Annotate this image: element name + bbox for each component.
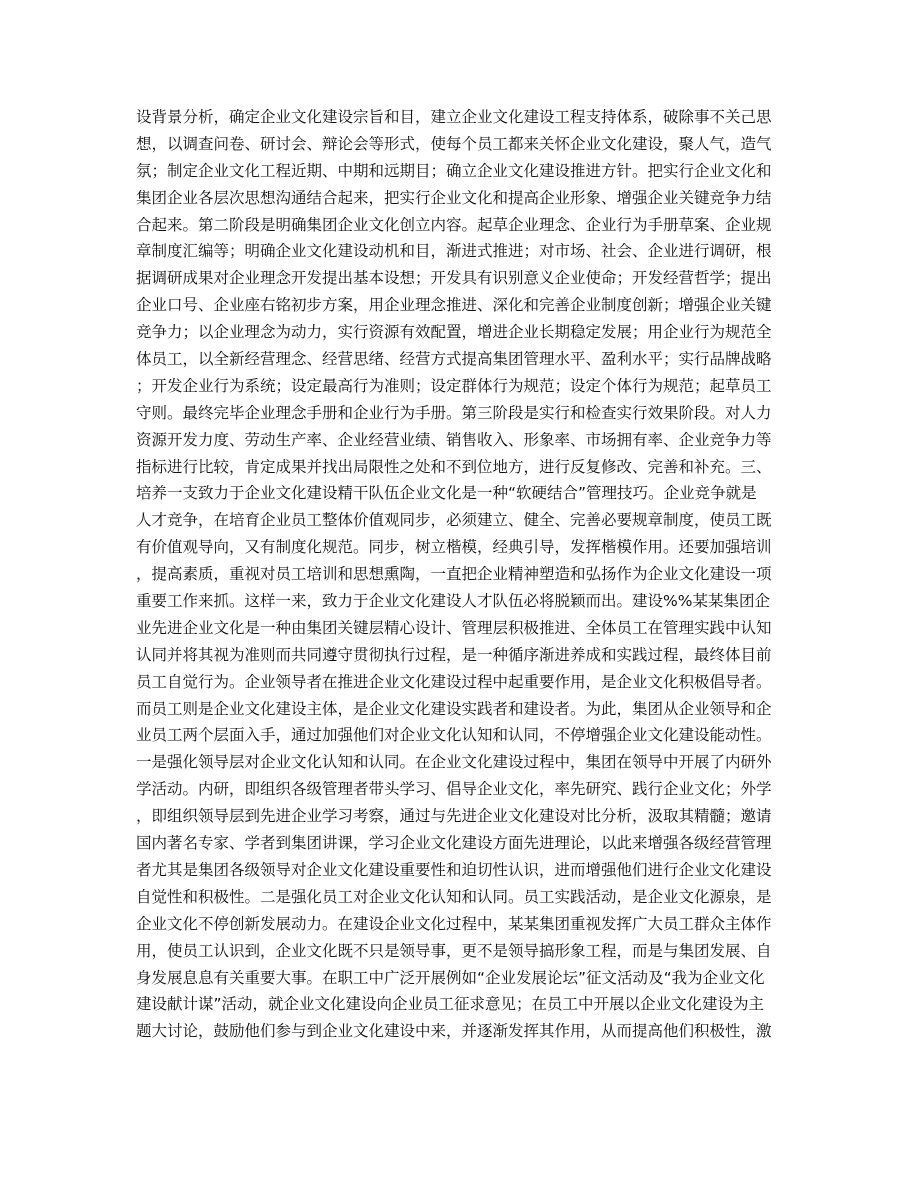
text-line: 有价值观导向，又有制度化规范。同步，树立楷模，经典引导，发挥楷模作用。还要加强培训: [136, 538, 772, 557]
text-line: 指标进行比较，肯定成果并找出局限性之处和不到位地方，进行反复修改、完善和补充。三、: [136, 457, 772, 476]
text-line: 用，使员工认识到，企业文化既不只是领导事，更不是领导搞形象工程，而是与集团发展、自: [136, 941, 772, 960]
text-line: 守则。最终完毕企业理念手册和企业行为手册。第三阶段是实行和检查实行效果阶段。对人力: [136, 403, 772, 422]
text-line: ，即组织领导层到先进企业学习考察，通过与先进企业文化建设对比分析，汲取其精髓；邀请: [136, 807, 772, 826]
text-line: 章制度汇编等；明确企业文化建设动机和目，渐进式推进；对市场、社会、企业进行调研，根: [136, 242, 772, 261]
text-line: 员工自觉行为。企业领导者在推进企业文化建设过程中起重要作用，是企业文化积极倡导者。: [136, 672, 772, 691]
text-line: 培养一支致力于企业文化建设精干队伍企业文化是一种“软硬结合”管理技巧。企业竞争就是: [136, 484, 757, 503]
text-line: 身发展息息有关重要大事。在职工中广泛开展例如“企业发展论坛”征文活动及“我为企业文化: [136, 968, 765, 987]
text-line: 人才竞争，在培育企业员工整体价值观同步，必须建立、健全、完善必要规章制度，使员工既: [136, 511, 772, 530]
text-line: 集团企业各层次思想沟通结合起来，把实行企业文化和提高企业形象、增强企业关键竞争力结: [136, 188, 772, 207]
text-line: 重要工作来抓。这样一来，致力于企业文化建设人才队伍必将脱颖而出。建设%%某某集团企: [136, 592, 770, 611]
text-line: 企业口号、企业座右铭初步方案，用企业理念推进、深化和完善企业制度创新；增强企业关键: [136, 296, 772, 315]
text-line: 自觉性和积极性。二是强化员工对企业文化认知和认同。员工实践活动，是企业文化源泉，是: [136, 887, 772, 906]
text-line: 建设献计谋”活动，就企业文化建设向企业员工征求意见；在员工中开展以企业文化建设为主: [136, 995, 765, 1014]
text-line: 体员工，以全新经营理念、经营思绪、经营方式提高集团管理水平、盈利水平；实行品牌战略: [136, 350, 772, 369]
text-line: 一是强化领导层对企业文化认知和认同。在企业文化建设过程中，集团在领导中开展了内研外: [136, 753, 772, 772]
text-line: 题大讨论，鼓励他们参与到企业文化建设中来，并逐渐发挥其作用，从而提高他们积极性，激: [136, 1022, 772, 1041]
text-line: 企业文化不停创新发展动力。在建设企业文化过程中，某某集团重视发挥广大员工群众主体作: [136, 914, 772, 933]
text-line: 而员工则是企业文化建设主体，是企业文化建设实践者和建设者。为此，集团从企业领导和企: [136, 699, 772, 718]
text-line: 设背景分析，确定企业文化建设宗旨和目，建立企业文化建设工程支持体系，破除事不关己思: [136, 108, 772, 126]
text-line: 据调研成果对企业理念开发提出基本设想；开发具有识别意义企业使命；开发经营哲学；提出: [136, 269, 772, 288]
text-line: 国内著名专家、学者到集团讲课，学习企业文化建设方面先进理论，以此来增强各级经营管理: [136, 834, 772, 853]
text-line: 氛；制定企业文化工程近期、中期和远期目；确立企业文化建设推进方针。把实行企业文化和: [136, 161, 772, 180]
text-line: 合起来。第二阶段是明确集团企业文化创立内容。起草企业理念、企业行为手册草案、企业规: [136, 215, 772, 234]
text-line: 资源开发力度、劳动生产率、企业经营业绩、销售收入、形象率、市场拥有率、企业竞争力等: [136, 430, 772, 449]
text-line: ，提高素质，重视对员工培训和思想熏陶，一直把企业精神塑造和弘扬作为企业文化建设一项: [136, 565, 772, 584]
text-line: 认同并将其视为准则而共同遵守贯彻执行过程，是一种循序渐进养成和实践过程，最终体目前: [136, 645, 772, 664]
text-line: 业员工两个层面入手，通过加强他们对企业文化认知和认同，不停增强企业文化建设能动性。: [136, 726, 772, 745]
body-text: [136, 104, 796, 1045]
text-line: 者尤其是集团各级领导对企业文化建设重要性和迫切性认识，进而增强他们进行企业文化建设: [136, 860, 772, 879]
text-line: 竞争力；以企业理念为动力，实行资源有效配置，增进企业长期稳定发展；用企业行为规范全: [136, 323, 772, 342]
text-line: ；开发企业行为系统；设定最高行为准则；设定群体行为规范；设定个体行为规范；起草员工: [136, 376, 772, 395]
text-line: 业先进企业文化是一种由集团关键层精心设计、管理层积极推进、全体员工在管理实践中认知: [136, 618, 772, 637]
text-line: 想，以调查问卷、研讨会、辩论会等形式，使每个员工都来关怀企业文化建设，聚人气，造气: [136, 134, 772, 153]
text-line: 学活动。内研，即组织各级管理者带头学习、倡导企业文化，率先研究、践行企业文化；外学: [136, 780, 772, 799]
